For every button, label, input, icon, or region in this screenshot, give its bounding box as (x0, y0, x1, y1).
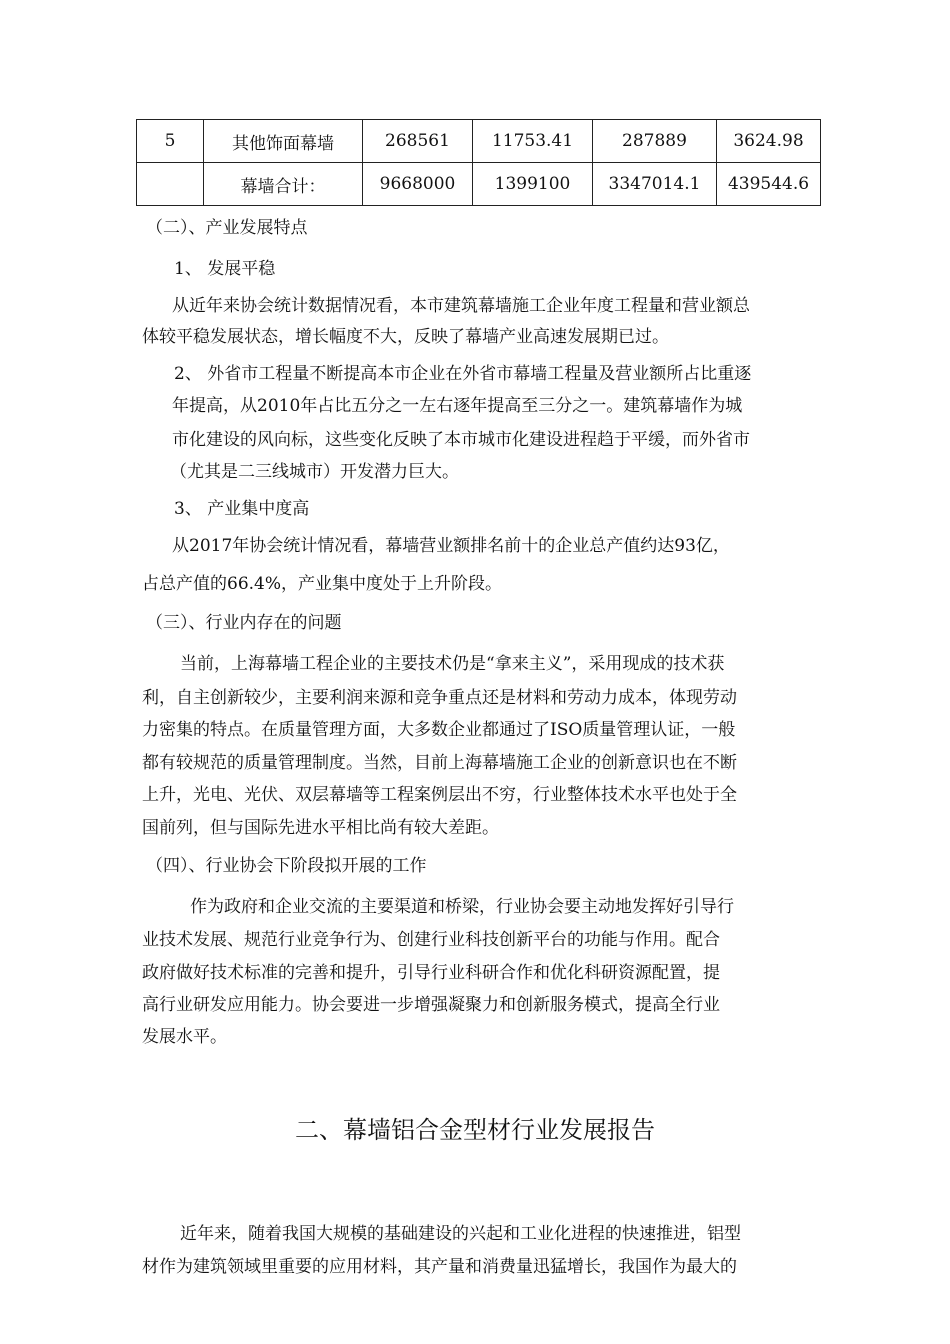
paragraph-line: 利，自主创新较少，主要利润来源和竞争重点还是材料和劳动力成本，体现劳动 (142, 688, 737, 708)
paragraph-line: 2、 外省市工程量不断提高本市企业在外省市幕墙工程量及营业额所占比重逐 (174, 364, 752, 384)
table-cell: 268561 (363, 120, 473, 163)
table-cell: 幕墙合计： (204, 163, 363, 206)
paragraph-line: 业技术发展、规范行业竞争行为、创建行业科技创新平台的功能与作用。配合 (142, 930, 720, 950)
item-title: 3、 产业集中度高 (174, 499, 310, 519)
table-cell: 11753.41 (473, 120, 593, 163)
table-cell: 1399100 (473, 163, 593, 206)
paragraph-line: 都有较规范的质量管理制度。当然，目前上海幕墙施工企业的创新意识也在不断 (142, 753, 737, 773)
chapter-title: 二、幕墙铝合金型材行业发展报告 (295, 1116, 655, 1144)
paragraph-line: 高行业研发应用能力。协会要进一步增强凝聚力和创新服务模式，提高全行业 (142, 995, 720, 1015)
paragraph-line: （尤其是二三线城市）开发潜力巨大。 (170, 462, 459, 482)
curtain-wall-table (136, 119, 821, 206)
paragraph-line: 发展水平。 (142, 1027, 227, 1047)
table-cell: 5 (137, 120, 204, 163)
paragraph-line: 年提高，从2010年占比五分之一左右逐年提高至三分之一。建筑幕墙作为城 (172, 396, 743, 416)
table-cell: 其他饰面幕墙 (204, 120, 363, 163)
table-cell: 3624.98 (717, 120, 821, 163)
paragraph-line: 上升，光电、光伏、双层幕墙等工程案例层出不穷，行业整体技术水平也处于全 (142, 785, 737, 805)
paragraph-line: 国前列，但与国际先进水平相比尚有较大差距。 (142, 818, 499, 838)
paragraph-line: 占总产值的66.4%，产业集中度处于上升阶段。 (142, 574, 503, 594)
table-cell (137, 163, 204, 206)
table-row (137, 120, 821, 163)
section-heading: （三）、行业内存在的问题 (146, 613, 342, 633)
paragraph-line: 从2017年协会统计情况看，幕墙营业额排名前十的企业总产值约达93亿， (172, 536, 730, 556)
paragraph-line: 当前，上海幕墙工程企业的主要技术仍是“拿来主义”，采用现成的技术获 (180, 654, 725, 674)
paragraph-line: 体较平稳发展状态，增长幅度不大，反映了幕墙产业高速发展期已过。 (142, 327, 669, 347)
paragraph-line: 近年来，随着我国大规模的基础建设的兴起和工业化进程的快速推进，铝型 (180, 1224, 741, 1244)
table-cell: 9668000 (363, 163, 473, 206)
table-cell: 3347014.1 (593, 163, 717, 206)
paragraph-line: 材作为建筑领域里重要的应用材料，其产量和消费量迅猛增长，我国作为最大的 (142, 1257, 737, 1277)
section-heading: （二）、产业发展特点 (146, 218, 308, 238)
paragraph-line: 力密集的特点。在质量管理方面，大多数企业都通过了ISO质量管理认证，一般 (142, 720, 736, 740)
paragraph-line: 政府做好技术标准的完善和提升，引导行业科研合作和优化科研资源配置，提 (142, 963, 720, 983)
table-cell: 287889 (593, 120, 717, 163)
table-row (137, 163, 821, 206)
table-cell: 439544.6 (717, 163, 821, 206)
paragraph-line: 市化建设的风向标，这些变化反映了本市城市化建设进程趋于平缓，而外省市 (172, 430, 750, 450)
paragraph-line: 从近年来协会统计数据情况看，本市建筑幕墙施工企业年度工程量和营业额总 (172, 296, 750, 316)
section-heading: （四）、行业协会下阶段拟开展的工作 (146, 856, 427, 876)
paragraph-line: 作为政府和企业交流的主要渠道和桥梁，行业协会要主动地发挥好引导行 (190, 897, 734, 917)
item-title: 1、 发展平稳 (174, 259, 276, 279)
